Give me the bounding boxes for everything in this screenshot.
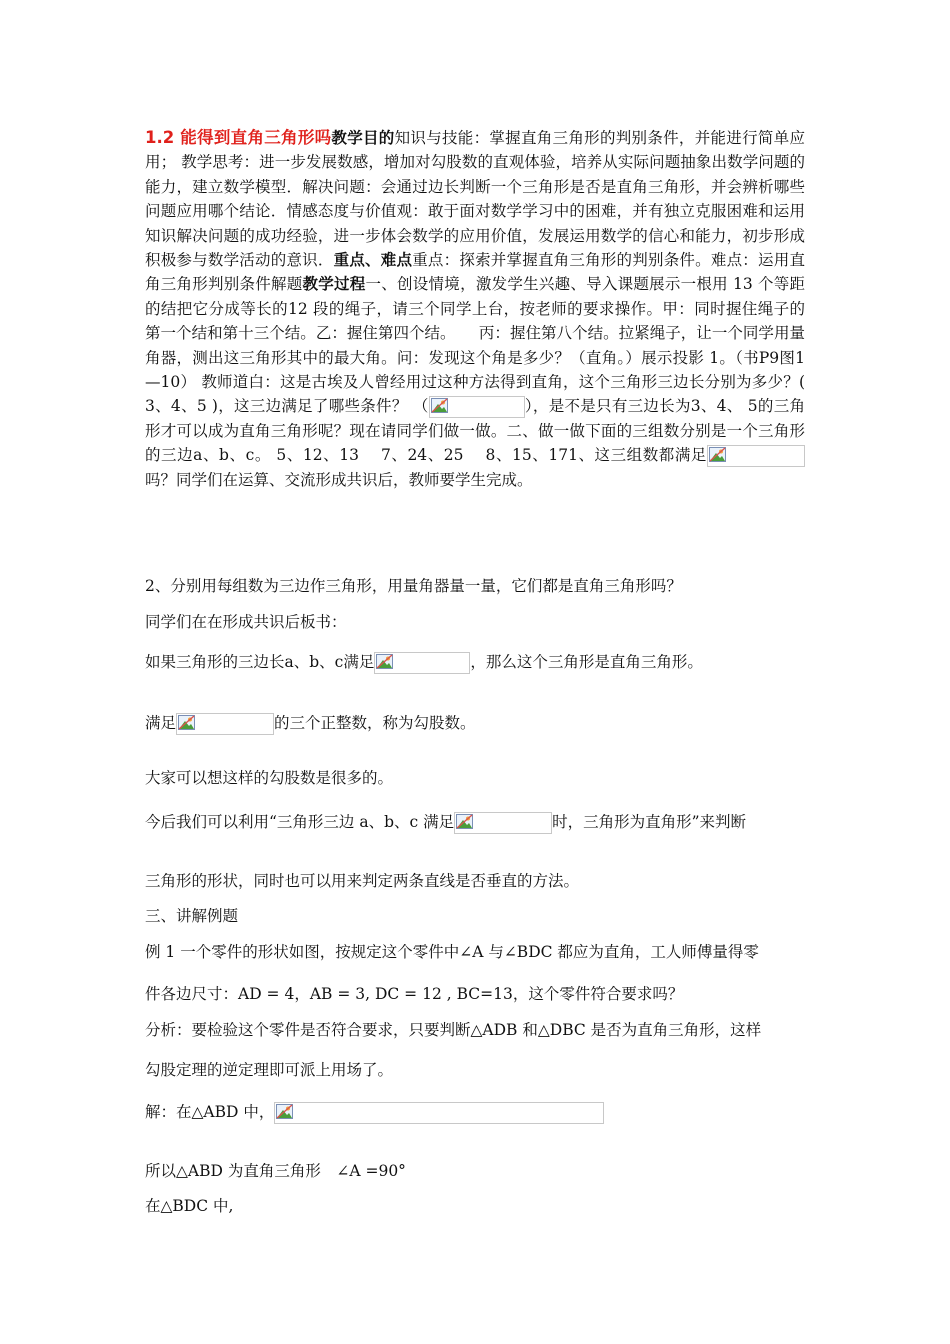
text-line: [145, 713, 476, 735]
text-line: 大家可以想这样的勾股数是很多的。: [145, 769, 394, 787]
text-line: 件各边尺寸：AD = 4，AB = 3, DC = 12 , BC=13，这个零件符合要求吗？: [145, 985, 684, 1003]
goal-label: 教学目的: [331, 129, 395, 147]
broken-image-icon: [178, 715, 195, 730]
text-line: 分析：要检验这个零件是否符合要求，只要判断△ADB 和△DBC 是否为直角三角形，这样: [145, 1021, 762, 1039]
line-text: 今后我们可以利用“三角形三边 a、b、c 满足: [145, 813, 455, 831]
text-line: 所以△ABD 为直角三角形 ∠A =90°: [145, 1162, 406, 1180]
section-heading: 三、讲解例题: [145, 907, 239, 925]
key-label: 重点、难点: [333, 251, 413, 270]
formula-image-placeholder: [176, 713, 274, 735]
text-line: 勾股定理的逆定理即可派上用场了。: [145, 1061, 394, 1079]
after-image-text: 吗？同学们在运算、交流形成共识后，教师要学生完成。: [145, 470, 533, 489]
broken-image-icon: [456, 814, 473, 829]
broken-image-icon: [431, 398, 448, 413]
broken-image-icon: [709, 447, 726, 462]
page-title: 1.2 能得到直角三角形吗: [145, 128, 332, 147]
intro-paragraph: [145, 126, 805, 492]
formula-image-placeholder: [707, 445, 805, 467]
line-text: 时，三角形为直角形”来判断: [552, 813, 747, 831]
broken-image-icon: [276, 1104, 293, 1119]
after-image-text: ），是不是只有三边长为3、4、 5的三角形才可以成为直角三角形呢？现在请同学们做一做。二、做一做下面的三组数分别是一个三角形的三边a、b、c。 5、12、13: [145, 397, 805, 465]
text-line: 三角形的形状，同时也可以用来判定两条直线是否垂直的方法。: [145, 872, 580, 890]
text-line: 同学们在在形成共识后板书：: [145, 613, 347, 631]
broken-image-icon: [376, 654, 393, 669]
line-text: 如果三角形的三边长a、b、c满足: [145, 653, 375, 671]
line-text: 解：在△ABD 中，: [145, 1103, 275, 1121]
line-text: ，那么这个三角形是直角三角形。: [470, 653, 703, 671]
key-text: 重点：探索并掌握直角三角形的判别条件。难点：运用直角三角形判别条件解题: [145, 251, 805, 294]
formula-image-placeholder: [374, 652, 470, 674]
process-label: 教学过程: [302, 275, 366, 294]
formula-image-placeholder: [274, 1102, 604, 1124]
goal-text: 知识与技能：掌握直角三角形的判别条件，并能进行简单应用； 教学思考：进一步发展数感，增加对勾股数的直观体验，培养从实际问题抽象出数学问题的能力，建立数学模型．解决问题：会通过边长判断一个三角形是否是直角三角形，并会辨析哪些问题应用哪个结论．情感态度与价值观：敢于面对数学学习中的困难，并有独立克服困难和运用知识解决问题的成功经验，进一步体会数学的应用价值，发展运用数学的信心和能力，初步形成积极参与数学活动的意识．: [145, 129, 805, 270]
text-line: 2、分别用每组数为三边作三角形，用量角器量一量，它们都是直角三角形吗？: [145, 577, 682, 595]
text-line: 例 1 一个零件的形状如图，按规定这个零件中∠A 与∠BDC 都应为直角，工人师傅量得零: [145, 943, 759, 961]
line-text: 满足: [145, 714, 177, 732]
line-text: 的三个正整数，称为勾股数。: [274, 714, 476, 732]
formula-image-placeholder: [429, 396, 525, 418]
text-line: 在△BDC 中,: [145, 1197, 234, 1215]
number-set-2: 7、24、25: [380, 446, 464, 465]
number-set-3: 8、15、171、这三组数都满足: [485, 446, 707, 465]
text-line: [145, 812, 746, 834]
process-text: 一、创设情境，激发学生兴趣、导入课题展示一根用 13 个等距的结把它分成等长的12 段的绳子，请三个同学上台，按老师的要求操作。甲：同时握住绳子的第一个结和第十三个结。乙：握住第四个结。 丙：握住第八个结。拉紧绳子，让一个同学用量角器，测出这三角形其中的最大角。问：发现这个角是多少？（直角。）展示投影 1。（书P9图1—10） 教师道白：这是古埃及人曾经用过这种方法得到直角，这个三角形三边长分别为多少？( 3、4、5 )，这三边满足了哪些条件？ （: [145, 275, 805, 416]
text-line: [145, 652, 703, 674]
text-line: [145, 1102, 604, 1124]
formula-image-placeholder: [454, 812, 552, 834]
